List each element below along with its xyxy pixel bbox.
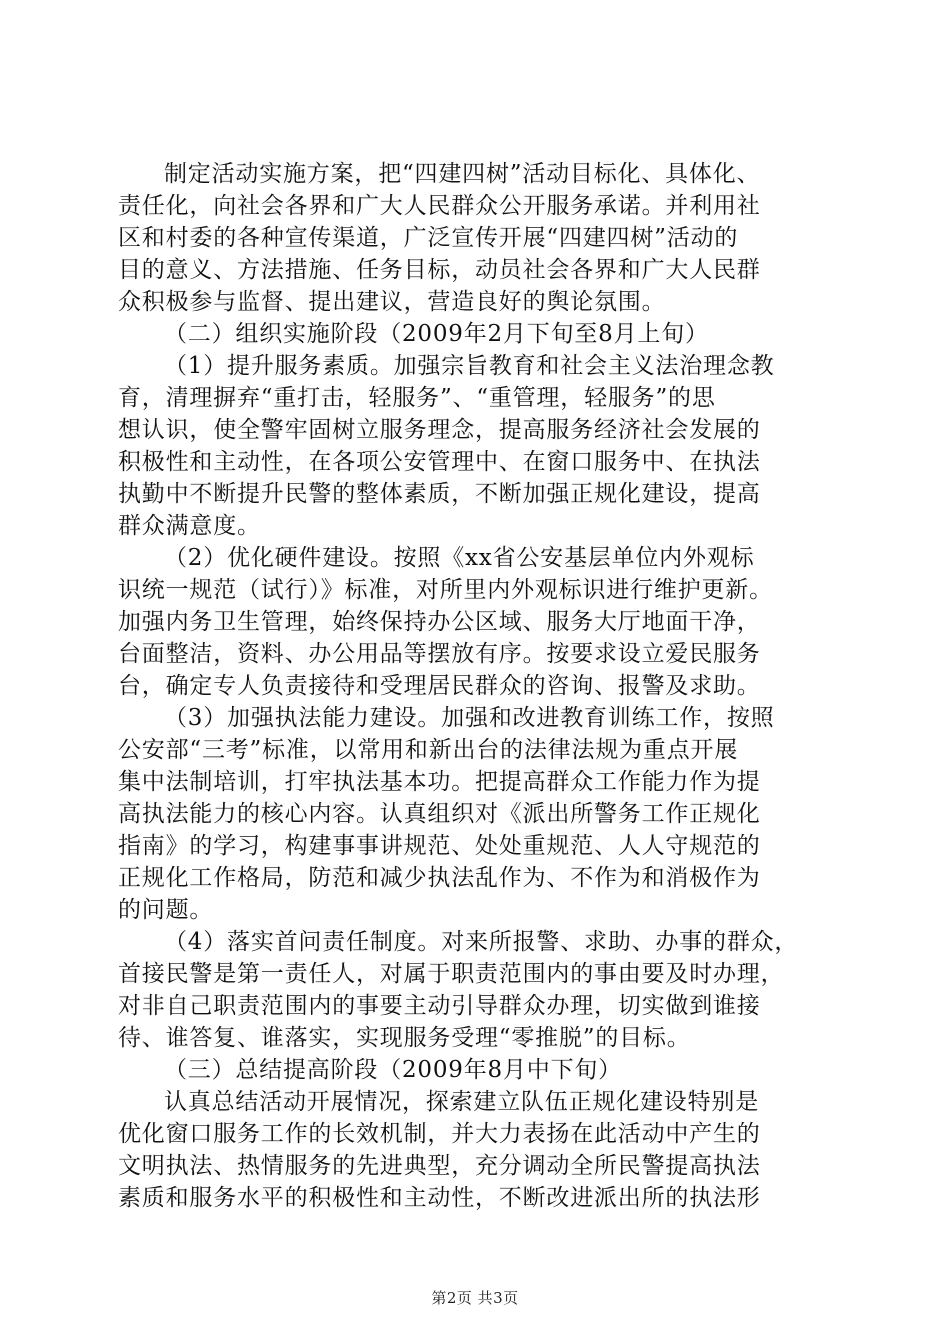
- text-line: 执勤中不断提升民警的整体素质，不断加强正规化建设，提高: [118, 481, 761, 507]
- text-line: （二）组织实施阶段（2009年2月下旬至8月上旬）: [164, 321, 709, 347]
- text-line: 集中法制培训，打牢执法基本功。把提高群众工作能力作为提: [118, 769, 761, 795]
- text-line: 育，清理摒弃“重打击，轻服务”、“重管理，轻服务”的思: [118, 385, 716, 411]
- text-line: 指南》的学习，构建事事讲规范、处处重规范、人人守规范的: [118, 833, 761, 859]
- text-line: 台，确定专人负责接待和受理居民群众的咨询、报警及求助。: [118, 673, 761, 699]
- text-line: 公安部“三考”标准，以常用和新出台的法律法规为重点开展: [118, 737, 739, 763]
- text-line: 群众满意度。: [118, 513, 261, 539]
- text-line: 想认识，使全警牢固树立服务理念，提高服务经济社会发展的: [118, 417, 761, 443]
- text-line: 区和村委的各种宣传渠道，广泛宣传开展“四建四树”活动的: [118, 225, 739, 251]
- text-line: （1）提升服务素质。加强宗旨教育和社会主义法治理念教: [164, 353, 775, 379]
- text-line: 的问题。: [118, 897, 214, 923]
- text-line: 认真总结活动开展情况，探索建立队伍正规化建设特别是: [164, 1089, 759, 1115]
- text-line: 待、谁答复、谁落实，实现服务受理“零推脱”的目标。: [118, 1025, 691, 1051]
- text-line: 首接民警是第一责任人，对属于职责范围内的事由要及时办理，: [118, 961, 785, 987]
- text-line: 文明执法、热情服务的先进典型，充分调动全所民警提高执法: [118, 1153, 761, 1179]
- text-line: 识统一规范（试行）》标准，对所里内外观标识进行维护更新。: [118, 577, 773, 603]
- text-line: 对非自己职责范围内的事要主动引导群众办理，切实做到谁接: [118, 993, 761, 1019]
- text-line: （3）加强执法能力建设。加强和改进教育训练工作，按照: [164, 705, 775, 731]
- text-line: 责任化，向社会各界和广大人民群众公开服务承诺。并利用社: [118, 193, 761, 219]
- text-line: 制定活动实施方案，把“四建四树”活动目标化、具体化、: [164, 161, 761, 187]
- text-line: 台面整洁，资料、办公用品等摆放有序。按要求设立爱民服务: [118, 641, 761, 667]
- text-line: 众积极参与监督、提出建议，营造良好的舆论氛围。: [118, 289, 666, 315]
- text-line: 目的意义、方法措施、任务目标，动员社会各界和广大人民群: [118, 257, 761, 283]
- text-line: （三）总结提高阶段（2009年8月中下旬）: [164, 1057, 622, 1083]
- text-line: 高执法能力的核心内容。认真组织对《派出所警务工作正规化: [118, 801, 761, 827]
- text-line: 正规化工作格局，防范和减少执法乱作为、不作为和消极作为: [118, 865, 761, 891]
- text-line: 积极性和主动性，在各项公安管理中、在窗口服务中、在执法: [118, 449, 761, 475]
- text-line: （4）落实首问责任制度。对来所报警、求助、办事的群众，: [164, 929, 799, 955]
- text-line: （2）优化硬件建设。按照《xx省公安基层单位内外观标: [164, 545, 755, 571]
- text-line: 素质和服务水平的积极性和主动性，不断改进派出所的执法形: [118, 1185, 761, 1211]
- text-line: 优化窗口服务工作的长效机制，并大力表扬在此活动中产生的: [118, 1121, 761, 1147]
- document-body: [118, 158, 848, 1214]
- text-line: 加强内务卫生管理，始终保持办公区域、服务大厅地面干净，: [118, 609, 761, 635]
- page-footer: 第2页 共3页: [431, 1289, 519, 1307]
